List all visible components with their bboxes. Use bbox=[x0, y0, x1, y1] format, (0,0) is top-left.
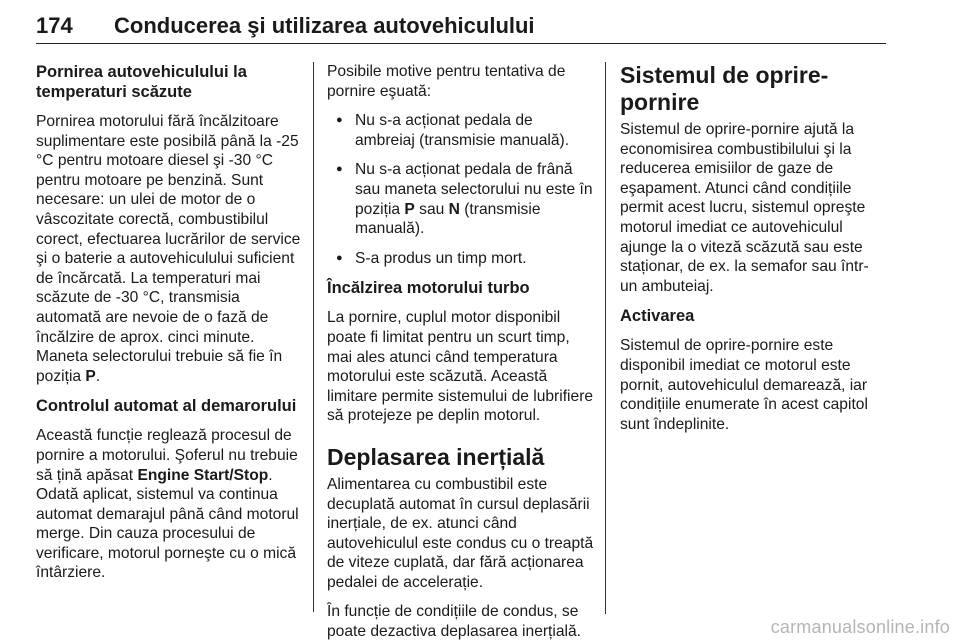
paragraph-starter-control: Această funcție reglează procesul de pornire a motorului. Şoferul nu trebuie să țină apăsat Engine Start/Stop. Odată aplicat, sistemul va continua automat demarajul până când motorul merge. Din cauza procesului de verificare, motorul porneşte cu o mică întârziere. bbox=[36, 427, 299, 582]
paragraph-coasting-2: În funcție de condițiile de condus, se poate dezactiva deplasarea inerțială. bbox=[327, 603, 581, 641]
page-number: 174 bbox=[36, 12, 73, 38]
section-heading-coasting: Deplasarea inerțială bbox=[327, 443, 545, 470]
watermark: carmanualsonline.info bbox=[770, 617, 950, 637]
chapter-title: Conducerea şi utilizarea autovehiculului bbox=[114, 12, 535, 38]
paragraph-failed-start-intro: Posibile motive pentru tentativa de pornire eşuată: bbox=[327, 63, 566, 100]
section-heading-activation: Activarea bbox=[620, 307, 695, 326]
section-heading-stop-start: Sistemul de oprire-pornire bbox=[620, 62, 829, 115]
section-heading-cold-start: Pornirea autovehiculului la temperaturi scăzute bbox=[36, 63, 247, 101]
column-right bbox=[620, 62, 886, 444]
list-item: ● Nu s-a acționat pedala de frână sau maneta selectorului nu este în poziția P sau N (transmisie manuală). bbox=[327, 160, 595, 238]
column-divider bbox=[313, 62, 314, 612]
column-left bbox=[36, 62, 304, 593]
paragraph-stop-start: Sistemul de oprire-pornire ajută la economisirea combustibilului şi la reducerea emisiilor de gaze de eşapament. Atunci când condițiile permit acest lucru, sistemul opreşte motorul imediat ce autovehiculul ajunge la o viteză scăzută sau este staționar, de ex. la semafor sau într-un ambuteiaj. bbox=[620, 121, 869, 295]
section-heading-turbo-warmup: Încălzirea motorului turbo bbox=[327, 279, 530, 298]
paragraph-turbo-warmup: La pornire, cuplul motor disponibil poate fi limitat pentru un scurt timp, mai ales atunci când temperatura motorului este scăzută. Această limitare permite sistemului de lubrifiere să protejeze pe deplin motorul. bbox=[327, 309, 594, 425]
list-item: ● Nu s-a acționat pedala de ambreiaj (transmisie manuală). bbox=[327, 111, 595, 150]
column-divider bbox=[605, 62, 606, 614]
paragraph-activation: Sistemul de oprire-pornire este disponibil imediat ce motorul este pornit, autovehiculul demarează, iar condițiile enumerate în acest capitol sunt îndeplinite. bbox=[620, 337, 868, 433]
section-heading-starter-control: Controlul automat al demarorului bbox=[36, 397, 297, 416]
column-middle bbox=[327, 62, 595, 642]
page-header bbox=[36, 8, 886, 44]
paragraph-coasting-1: Alimentarea cu combustibil este decuplată automat în cursul deplasării inerțiale, de ex. atunci când autovehiculul este condus cu o treaptă de viteze cuplată, dar fără acționarea pedalei de accelerație. bbox=[327, 475, 594, 591]
list-item: ● S-a produs un timp mort. bbox=[327, 249, 595, 269]
paragraph-cold-start: Pornirea motorului fără încălzitoare suplimentare este posibilă până la -25 °C pentru motoare diesel şi -30 °C pentru motoare pe benzină. Sunt necesare: un ulei de motor de o vâscozitate corectă, combustibilul corect, efectuarea lucrărilor de service şi o baterie a autovehiculului suficient de încărcată. La temperaturi mai scăzute de -30 °C, transmisia automată are nevoie de o fază de încălzire de aprox. cinci minute. Maneta selectorului trebuie să fie în poziția P. bbox=[36, 113, 301, 385]
failed-start-reasons-list bbox=[327, 111, 595, 268]
